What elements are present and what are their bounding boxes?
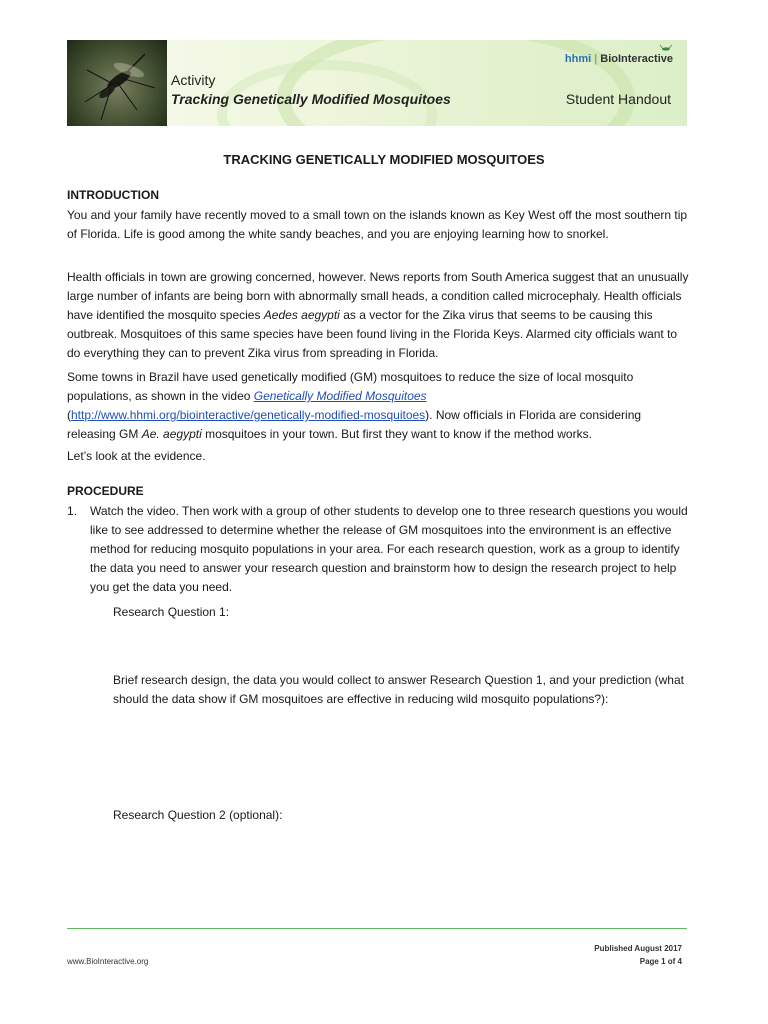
brand-separator: | bbox=[594, 53, 598, 65]
intro-paragraph-2 bbox=[67, 268, 692, 363]
intro-paragraph-3 bbox=[67, 368, 692, 444]
species-name: Ae. aegypti bbox=[141, 427, 202, 441]
procedure-heading: PROCEDURE bbox=[67, 484, 144, 498]
page-number: Page 1 of 4 bbox=[639, 957, 682, 966]
brand-hhmi: hhmi bbox=[564, 53, 592, 65]
activity-label: Activity bbox=[171, 72, 216, 88]
activity-title: Tracking Genetically Modified Mosquitoes bbox=[171, 91, 451, 107]
intro-paragraph-3-text: mosquitoes in your town. But first they want to know if the method works. bbox=[201, 427, 592, 441]
handout-label: Student Handout bbox=[565, 91, 671, 107]
introduction-heading: INTRODUCTION bbox=[67, 188, 159, 202]
brand-logo bbox=[565, 53, 673, 65]
brand-biointeractive: BioInteractive bbox=[600, 53, 673, 65]
page-title: TRACKING GENETICALLY MODIFIED MOSQUITOES bbox=[223, 152, 545, 167]
procedure-item-text: Watch the video. Then work with a group of other students to develop one to three research questions you would like to see addressed to determine whether the release of GM mosquitoes into the environment is an effective method for reducing mosquito populations in your area. For each research question, work as a group to identify the data you need to answer your research question and brainstorm how to design the research project to help you get the data you need. bbox=[90, 504, 688, 594]
mosquito-icon bbox=[67, 40, 167, 126]
species-name: Aedes aegypti bbox=[263, 308, 340, 322]
intro-paragraph-3-text: Some towns in Brazil have used genetically modified (GM) mosquitoes to reduce the size of local mosquito populations, as shown in the video bbox=[67, 370, 634, 403]
mosquito-photo bbox=[67, 40, 167, 126]
intro-paragraph-2-text: Health officials in town are growing concerned, however. News reports from South America suggest that an unusually large number of infants are being born with abnormally small heads, a condition called microcephaly. Health officials have identified the mosquito species bbox=[67, 270, 689, 322]
published-date: Published August 2017 bbox=[594, 944, 682, 953]
research-design-1-prompt: Brief research design, the data you would collect to answer Research Question 1, and your prediction (what should the data show if GM mosquitoes are effective in reducing wild mosquito populations?): bbox=[113, 673, 684, 706]
intro-paragraph-3-text: ). Now officials in Florida are considering releasing GM bbox=[67, 408, 642, 441]
procedure-item-number: 1. bbox=[67, 504, 78, 518]
research-question-2-label: Research Question 2 (optional): bbox=[113, 808, 283, 822]
video-title-link[interactable]: Genetically Modified Mosquitoes bbox=[253, 389, 427, 403]
footer-divider bbox=[67, 928, 687, 929]
mosquito-logo-icon bbox=[659, 44, 673, 52]
research-question-1-label: Research Question 1: bbox=[113, 605, 230, 619]
intro-paragraph-4: Let’s look at the evidence. bbox=[67, 449, 206, 463]
video-url-link[interactable]: http://www.hhmi.org/biointeractive/genetically-modified-mosquitoes bbox=[71, 408, 426, 422]
header-banner bbox=[67, 40, 687, 126]
open-paren: ( bbox=[67, 408, 71, 422]
intro-paragraph-1: You and your family have recently moved to a small town on the islands known as Key West off the most southern tip of Florida. Life is good among the white sandy beaches, and you are enjoying learning how to snorkel. bbox=[67, 208, 688, 241]
intro-paragraph-2-text: as a vector for the Zika virus that seems to be causing this outbreak. Mosquitoes of this same species have been found living in the Florida Keys. Alarmed city officials want to do everything they can to prevent Zika virus from spreading in Florida. bbox=[67, 308, 678, 360]
website-link[interactable]: www.BioInteractive.org bbox=[67, 957, 149, 966]
